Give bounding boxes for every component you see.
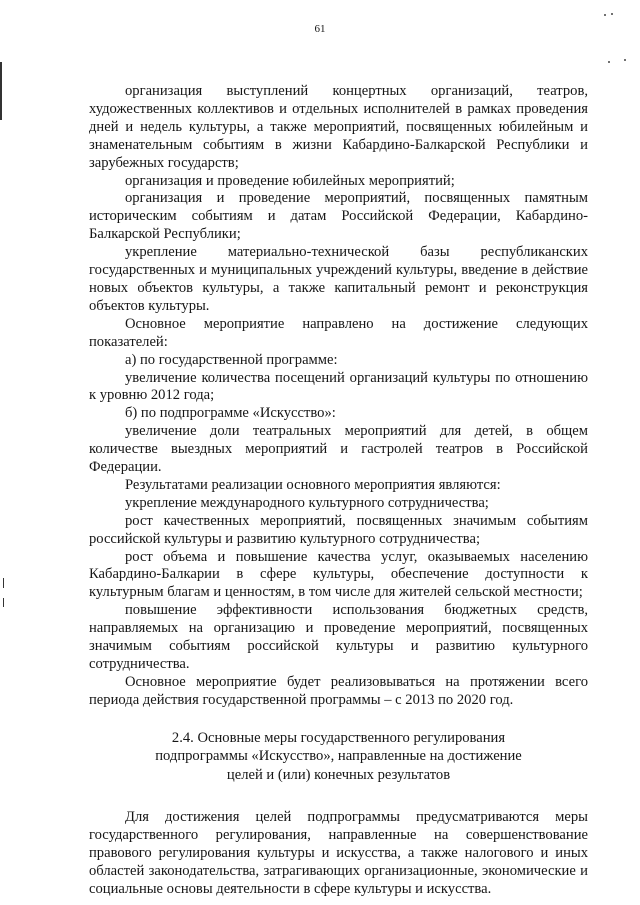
scan-margin-mark [3, 598, 4, 607]
paragraph: Для достижения целей подпрограммы предусматриваются меры государственного регулирования, направленные на совершенствование правового регулирования культуры и искусства, а также налогового и иных областей законодательства, затрагивающих организационные, экономические и социальные основы деятельности в сфере культуры и искусства. [89, 808, 588, 897]
paragraph: укрепление международного культурного сотрудничества; [125, 494, 489, 511]
paragraph: увеличение количества посещений организаций культуры по отношению к уровню 2012 года; [89, 369, 588, 404]
paragraph: Основное мероприятие направлено на достижение следующих показателей: [89, 315, 588, 350]
section-heading [89, 729, 588, 784]
paragraph: б) по подпрограмме «Искусство»: [125, 405, 336, 422]
paragraph: Основное мероприятие будет реализовываться на протяжении всего периода действия государственной программы – с 2013 по 2020 год. [89, 673, 588, 708]
scan-margin-mark [3, 578, 4, 588]
paragraph: организация и проведение юбилейных мероприятий; [125, 172, 455, 189]
scan-dot [624, 59, 626, 61]
document-body [89, 83, 588, 898]
paragraph: организация выступлений концертных организаций, театров, художественных коллективов и отдельных исполнителей в рамках проведения дней и недель культуры, а также мероприятий, посвященных юбилейным и знаменательным событиям в жизни Кабардино-Балкарской Республики и зарубежных государств; [89, 83, 588, 171]
scan-dot [604, 14, 606, 16]
paragraph: Результатами реализации основного мероприятия являются: [125, 476, 501, 493]
section-heading-line: 2.4. Основные меры государственного регулирования [171, 729, 506, 746]
paragraph: повышение эффективности использования бюджетных средств, направляемых на организацию и проведение мероприятий, посвященных значимым событиям российской культуры и развитию культурного сотрудничества. [89, 602, 588, 672]
paragraph: а) по государственной программе: [125, 351, 338, 368]
paragraph: рост объема и повышение качества услуг, оказываемых населению Кабардино-Балкарии в сфере культуры, обеспечение доступности к культурным благам и ценностям, в том числе для жителей сельской местности; [89, 548, 588, 601]
page-number: 61 [314, 23, 326, 35]
paragraph: укрепление материально-технической базы республиканских государственных и муниципальных учреждений культуры, введение в действие новых объектов культуры, а также капитальный ремонт и реконструкция объектов культуры. [89, 244, 588, 314]
scan-dot [608, 61, 610, 63]
section-heading-line: целей и (или) конечных результатов [226, 766, 451, 783]
paragraph: организация и проведение мероприятий, посвященных памятным историческим событиям и датам Российской Федерации, Кабардино-Балкарской Республики; [89, 190, 588, 243]
scan-dot [611, 13, 613, 15]
paragraph: рост качественных мероприятий, посвященных значимым событиям российской культуры и развитию культурного сотрудничества; [89, 512, 588, 547]
scan-margin-mark [0, 62, 2, 120]
paragraph: увеличение доли театральных мероприятий для детей, в общем количестве выездных мероприятий и гастролей театров в Российской Федерации. [89, 423, 588, 476]
section-heading-line: подпрограммы «Искусство», направленные на достижение [155, 748, 522, 765]
